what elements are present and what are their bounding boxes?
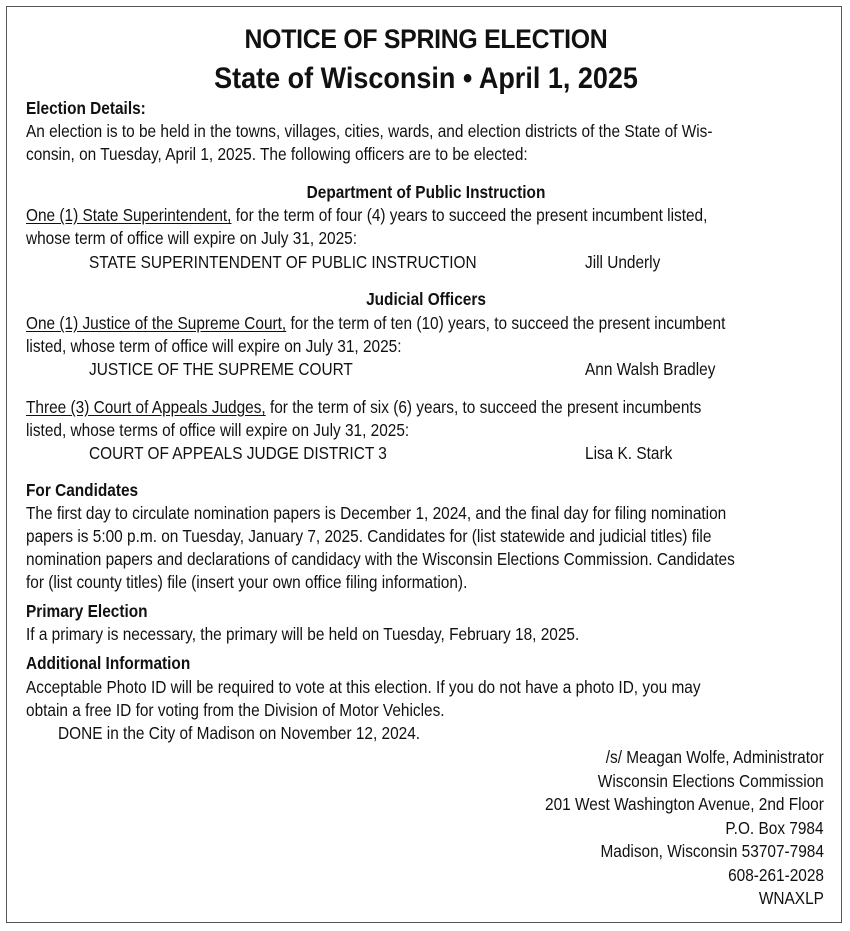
- supreme-incumbent: Ann Walsh Bradley: [585, 359, 716, 379]
- notice-title: NOTICE OF SPRING ELECTION: [244, 24, 608, 54]
- dpi-office: STATE SUPERINTENDENT OF PUBLIC INSTRUCTION: [89, 252, 477, 272]
- dpi-position-count: One (1) State Superintendent,: [26, 205, 232, 225]
- appeals-line-1: [26, 396, 701, 418]
- judicial-heading: Judicial Officers: [366, 289, 486, 309]
- election-details-line-2: consin, on Tuesday, April 1, 2025. The following officers are to be elected:: [26, 144, 528, 164]
- supreme-line-2: listed, whose term of office will expire on July 31, 2025:: [26, 336, 402, 356]
- done-line: DONE in the City of Madison on November 12, 2024.: [58, 723, 421, 743]
- supreme-position-count: One (1) Justice of the Supreme Court,: [26, 313, 287, 333]
- dpi-incumbent: Jill Underly: [585, 252, 661, 272]
- appeals-incumbent: Lisa K. Stark: [585, 443, 673, 463]
- dpi-term-text: for the term of four (4) years to succeed the present incumbent listed,: [231, 205, 708, 225]
- appeals-line-2: listed, whose terms of office will expire on July 31, 2025:: [26, 420, 410, 440]
- dpi-line-1: [26, 204, 707, 226]
- notice-subtitle: State of Wisconsin • April 1, 2025: [214, 62, 638, 95]
- signature-line-5: Madison, Wisconsin 53707-7984: [600, 841, 824, 861]
- dpi-line-2: whose term of office will expire on July 31, 2025:: [26, 228, 357, 248]
- signature-line-7: WNAXLP: [758, 888, 824, 908]
- signature-line-4: P.O. Box 7984: [725, 818, 824, 838]
- signature-line-3: 201 West Washington Avenue, 2nd Floor: [545, 794, 824, 814]
- candidates-line-2: papers is 5:00 p.m. on Tuesday, January 7, 2025. Candidates for (list statewide and judicial titles) file: [26, 526, 712, 546]
- supreme-line-1: [26, 312, 725, 334]
- additional-line-1: Acceptable Photo ID will be required to vote at this election. If you do not have a photo ID, you may: [26, 677, 701, 697]
- candidates-line-3: nomination papers and declarations of candidacy with the Wisconsin Elections Commission. Candidates: [26, 549, 735, 569]
- signature-line-1: /s/ Meagan Wolfe, Administrator: [606, 747, 824, 767]
- appeals-position-count: Three (3) Court of Appeals Judges,: [26, 397, 266, 417]
- signature-line-2: Wisconsin Elections Commission: [598, 771, 824, 791]
- candidates-line-1: The first day to circulate nomination papers is December 1, 2024, and the final day for filing nomination: [26, 503, 727, 523]
- appeals-office: COURT OF APPEALS JUDGE DISTRICT 3: [89, 443, 387, 463]
- candidates-heading: For Candidates: [26, 480, 139, 500]
- election-details-line-1: An election is to be held in the towns, villages, cities, wards, and election districts of the State of Wis-: [26, 121, 713, 141]
- supreme-office: JUSTICE OF THE SUPREME COURT: [89, 359, 353, 379]
- primary-heading: Primary Election: [26, 601, 148, 621]
- appeals-term-text: for the term of six (6) years, to succeed the present incumbents: [265, 397, 702, 417]
- election-details-heading: Election Details:: [26, 98, 146, 118]
- additional-heading: Additional Information: [26, 653, 191, 673]
- additional-line-2: obtain a free ID for voting from the Division of Motor Vehicles.: [26, 700, 445, 720]
- supreme-term-text: for the term of ten (10) years, to succeed the present incumbent: [286, 313, 726, 333]
- primary-line: If a primary is necessary, the primary will be held on Tuesday, February 18, 2025.: [26, 624, 580, 644]
- signature-line-6: 608-261-2028: [728, 865, 824, 885]
- dpi-heading: Department of Public Instruction: [306, 182, 546, 202]
- candidates-line-4: for (list county titles) file (insert your own office filing information).: [26, 572, 468, 592]
